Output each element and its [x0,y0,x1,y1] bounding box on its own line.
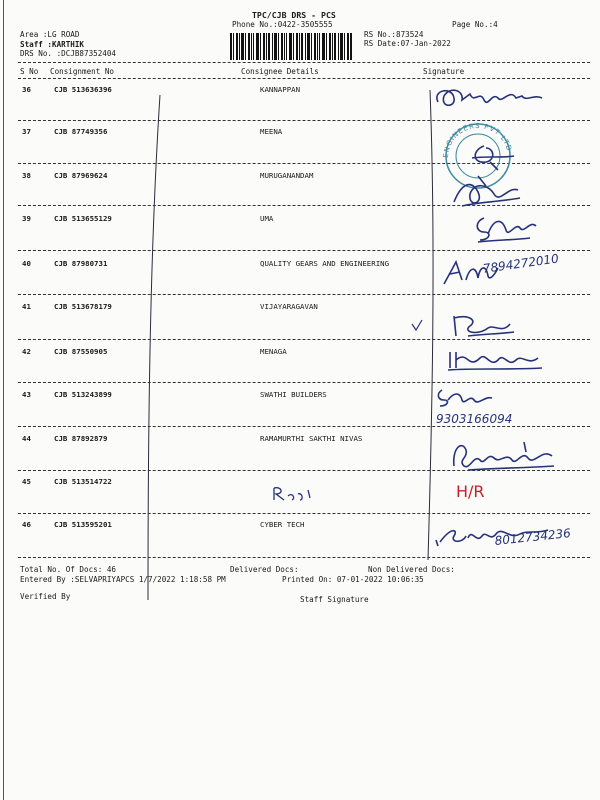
document-title: TPC/CJB DRS - PCS [252,10,336,20]
row-sno: 41 [22,302,31,311]
signature-ramamurthi [448,438,558,472]
stamp-text: ENGINEERS PVT LTD [441,121,514,159]
row-consignee: MENAGA [260,347,287,356]
hr-mark: H/R [456,482,485,501]
row-sno: 40 [22,259,31,268]
row-consignee: VIJAYARAGAVAN [260,302,318,311]
entered-by: Entered By :SELVAPRIYAPCS 1/7/2022 1:18:58 PM [20,575,226,584]
verified-by: Verified By [20,592,71,601]
row-consignee: MURUGANANDAM [260,171,314,180]
row-sno: 44 [22,434,31,443]
row-consignment: CJB 513636396 [54,85,112,94]
rs-date: RS Date:07-Jan-2022 [364,39,451,48]
row-sno: 36 [22,85,31,94]
row-sno: 46 [22,520,31,529]
row-consignment: CJB 87969624 [54,171,108,180]
total-docs: Total No. Of Docs: 46 [20,565,117,574]
signature-meena [462,136,522,176]
column-header-consignment: Consignment No [50,67,115,76]
row-consignment: CJB 87550905 [54,347,108,356]
row-sno: 38 [22,171,31,180]
drs-number: DRS No. :DCJB87352404 [20,49,117,58]
row-consignee: QUALITY GEARS AND ENGINEERING [260,259,390,268]
printed-on: Printed On: 07-01-2022 10:06:35 [282,575,424,584]
row-consignee: SWATHI BUILDERS [260,390,327,399]
area-label: Area :LG ROAD [20,30,80,39]
phone-handwritten-40: 7894272010 [482,251,560,276]
signature-muruganandam [448,172,528,212]
row-consignment: CJB 87892879 [54,434,108,443]
column-header-sno: S No [20,67,39,76]
row-sno: 43 [22,390,31,399]
signature-vijayaragavan [448,310,518,340]
staff-signature-label: Staff Signature [300,595,369,604]
pen-tick-41 [410,318,426,334]
row-sno: 39 [22,214,31,223]
row-sno: 42 [22,347,31,356]
signature-kannappan [430,84,550,114]
signature-swathi-builders [434,386,504,408]
row-consignment: CJB 513243899 [54,390,112,399]
row-consignee: UMA [260,214,274,223]
delivered-docs: Delivered Docs: [230,565,299,574]
row-consignment: CJB 87749356 [54,127,108,136]
row-sno: 45 [22,477,31,486]
row-consignee: RAMAMURTHI SAKTHI NIVAS [260,434,363,443]
row-consignee: MEENA [260,127,283,136]
row-consignment: CJB 513595201 [54,520,112,529]
signature-row-45 [268,482,318,504]
non-delivered-docs: Non Delivered Docs: [368,565,455,574]
row-consignee: CYBER TECH [260,520,305,529]
phone-number: Phone No.:0422-3505555 [232,20,333,29]
row-consignment: CJB 513514722 [54,477,112,486]
rs-number: RS No.:873524 [364,30,424,39]
row-consignment: CJB 513678179 [54,302,112,311]
column-header-signature: Signature [423,67,465,76]
signature-uma [470,210,550,244]
staff-label: Staff :KARTHIK [20,40,85,49]
phone-handwritten-43: 9303166094 [436,412,513,426]
column-header-consignee: Consignee Details [241,67,319,76]
row-consignment: CJB 513655129 [54,214,112,223]
row-consignment: CJB 87980731 [54,259,108,268]
row-sno: 37 [22,127,31,136]
signature-menaga [446,348,546,372]
row-consignee: KANNAPPAN [260,85,301,94]
phone-handwritten-46: 8012734236 [494,526,572,548]
page-number: Page No.:4 [452,20,498,29]
